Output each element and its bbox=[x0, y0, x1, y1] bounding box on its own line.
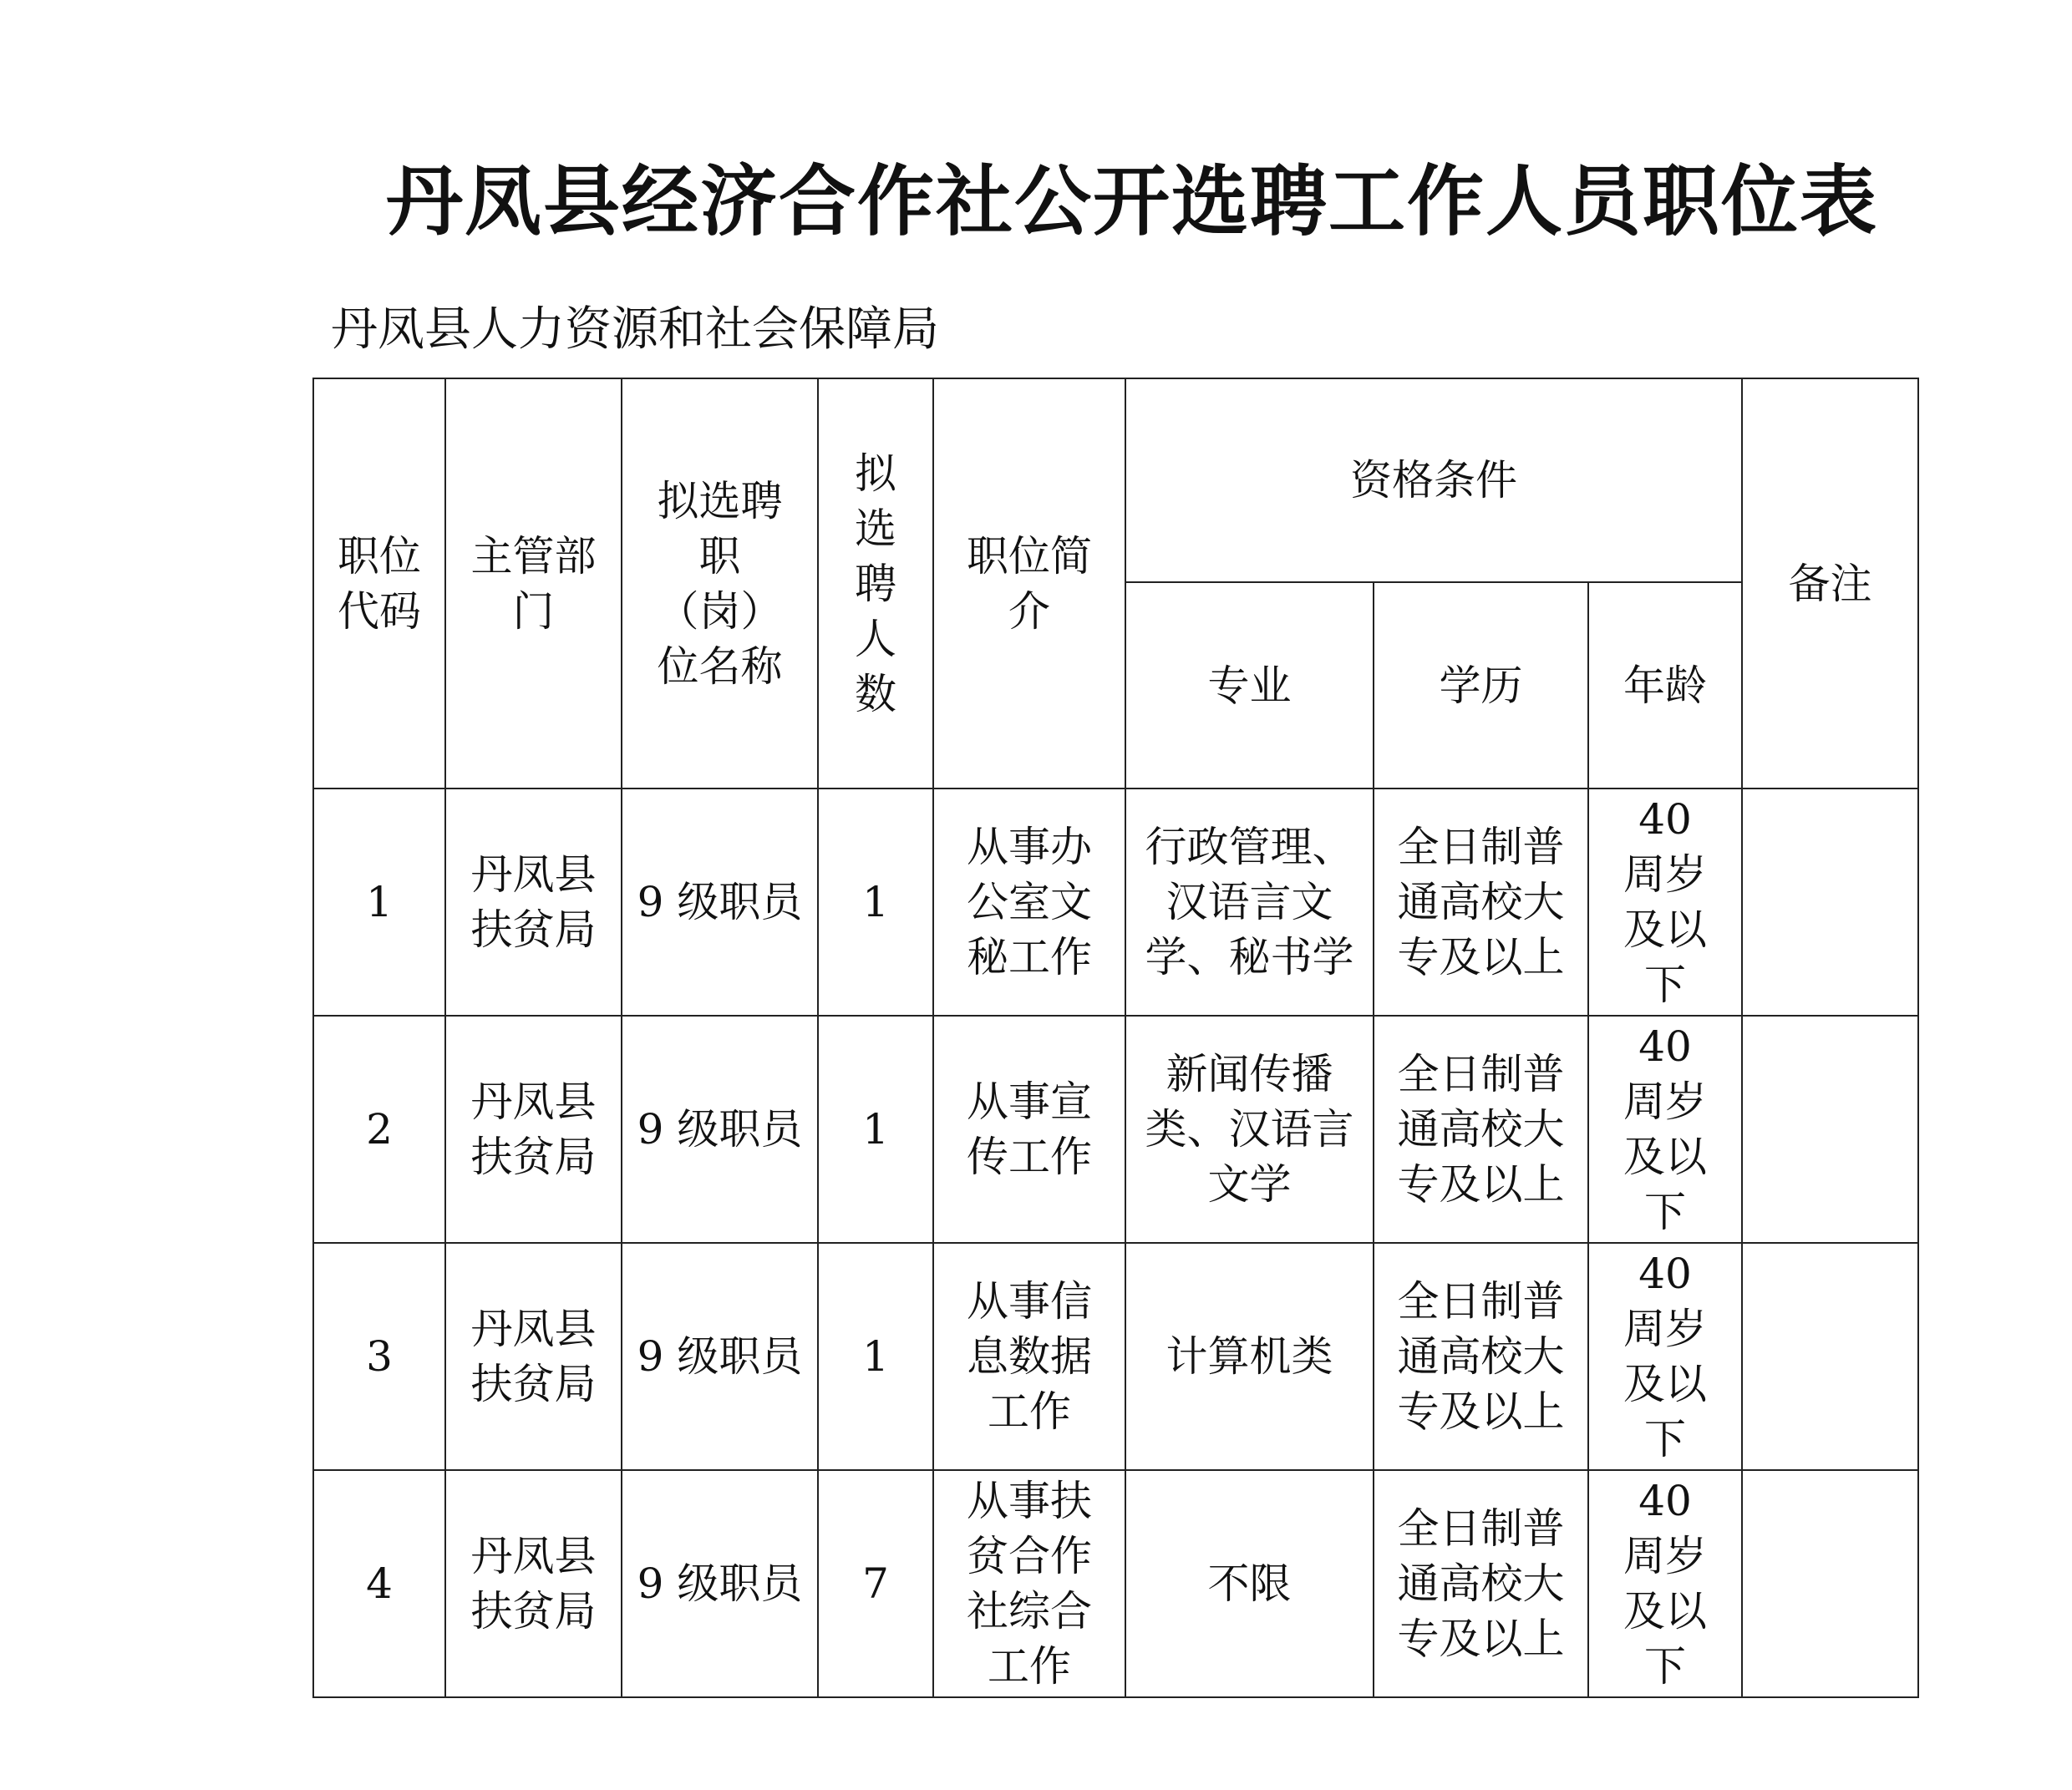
cell-dept: 丹凤县扶贫局 bbox=[445, 789, 622, 1016]
cell-code: 4 bbox=[313, 1470, 445, 1697]
table-row bbox=[313, 1016, 1918, 1243]
cell-dept: 丹凤县扶贫局 bbox=[445, 1016, 622, 1243]
cell-major: 行政管理、汉语言文学、秘书学 bbox=[1125, 789, 1374, 1016]
cell-position: 9 级职员 bbox=[622, 1470, 818, 1697]
cell-age: 40 周岁及以下 bbox=[1588, 1470, 1742, 1697]
cell-dept: 丹凤县扶贫局 bbox=[445, 1243, 622, 1470]
cell-count: 1 bbox=[818, 789, 933, 1016]
cell-code: 3 bbox=[313, 1243, 445, 1470]
cell-major: 新闻传播类、汉语言文学 bbox=[1125, 1016, 1374, 1243]
header-remark: 备注 bbox=[1742, 378, 1918, 789]
cell-age: 40 周岁及以下 bbox=[1588, 1243, 1742, 1470]
cell-intro: 从事扶贫合作社综合工作 bbox=[933, 1470, 1125, 1697]
cell-education: 全日制普通高校大专及以上 bbox=[1374, 1243, 1588, 1470]
cell-code: 1 bbox=[313, 789, 445, 1016]
cell-age: 40 周岁及以下 bbox=[1588, 789, 1742, 1016]
header-intro: 职位简介 bbox=[933, 378, 1125, 789]
cell-count: 1 bbox=[818, 1243, 933, 1470]
issuing-authority: 丹凤县人力资源和社会保障局 bbox=[331, 302, 939, 357]
cell-education: 全日制普通高校大专及以上 bbox=[1374, 1016, 1588, 1243]
cell-count: 1 bbox=[818, 1016, 933, 1243]
cell-major: 计算机类 bbox=[1125, 1243, 1374, 1470]
cell-remark bbox=[1742, 1243, 1918, 1470]
header-row bbox=[313, 378, 1918, 582]
header-count: 拟选聘人数 bbox=[818, 378, 933, 789]
cell-dept: 丹凤县扶贫局 bbox=[445, 1470, 622, 1697]
header-position: 拟选聘职（岗）位名称 bbox=[622, 378, 818, 789]
table-row bbox=[313, 789, 1918, 1016]
cell-position: 9 级职员 bbox=[622, 1016, 818, 1243]
cell-remark bbox=[1742, 1470, 1918, 1697]
cell-intro: 从事办公室文秘工作 bbox=[933, 789, 1125, 1016]
cell-count: 7 bbox=[818, 1470, 933, 1697]
page-title: 丹凤县经济合作社公开选聘工作人员职位表 bbox=[385, 156, 1878, 246]
cell-age: 40 周岁及以下 bbox=[1588, 1016, 1742, 1243]
header-education: 学历 bbox=[1374, 582, 1588, 789]
cell-position: 9 级职员 bbox=[622, 789, 818, 1016]
header-qualifications: 资格条件 bbox=[1125, 378, 1742, 582]
cell-intro: 从事信息数据工作 bbox=[933, 1243, 1125, 1470]
cell-education: 全日制普通高校大专及以上 bbox=[1374, 1470, 1588, 1697]
cell-position: 9 级职员 bbox=[622, 1243, 818, 1470]
cell-remark bbox=[1742, 1016, 1918, 1243]
table-row bbox=[313, 1243, 1918, 1470]
table-row bbox=[313, 1470, 1918, 1697]
cell-education: 全日制普通高校大专及以上 bbox=[1374, 789, 1588, 1016]
cell-remark bbox=[1742, 789, 1918, 1016]
cell-major: 不限 bbox=[1125, 1470, 1374, 1697]
cell-intro: 从事宣传工作 bbox=[933, 1016, 1125, 1243]
cell-code: 2 bbox=[313, 1016, 445, 1243]
header-major: 专业 bbox=[1125, 582, 1374, 789]
positions-table bbox=[312, 378, 1919, 1698]
header-code: 职位代码 bbox=[313, 378, 445, 789]
header-dept: 主管部门 bbox=[445, 378, 622, 789]
header-age: 年龄 bbox=[1588, 582, 1742, 789]
